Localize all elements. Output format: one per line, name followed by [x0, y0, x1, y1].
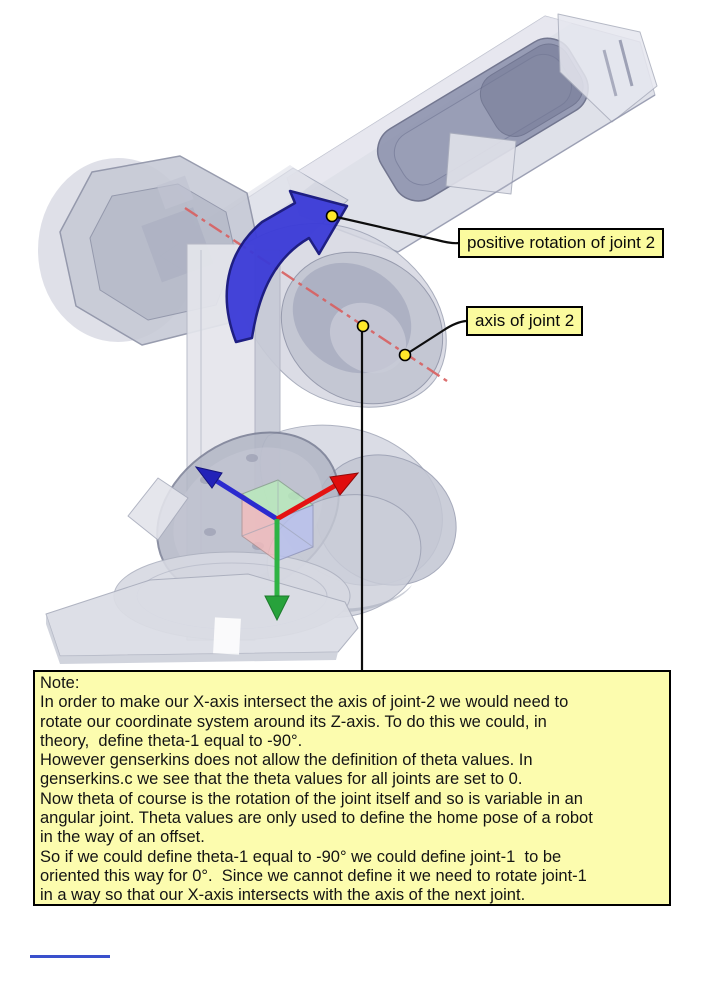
footer-line [30, 955, 110, 958]
note-line: rotate our coordinate system around its Z-axis. To do this we could, in [40, 712, 547, 731]
note-line: In order to make our X-axis intersect the axis of joint-2 we would need to [40, 693, 569, 712]
note-line: Note: [40, 674, 80, 692]
note-line: Now theta of course is the rotation of the joint itself and so is variable in an [40, 789, 583, 808]
callout-axis-of-joint2: axis of joint 2 [466, 306, 583, 336]
joint2-rotation-point [327, 211, 338, 222]
note-box [33, 670, 671, 906]
robot-body [38, 14, 657, 664]
note-line: in a way so that our X-axis intersects with the axis of the next joint. [40, 886, 526, 905]
note-line: So if we could define theta-1 equal to -90° we could define joint-1 to be [40, 847, 562, 866]
note-line: However genserkins does not allow the definition of theta values. In [40, 751, 533, 770]
joint2-axis-near-point [358, 321, 369, 332]
note-line: genserkins.c we see that the theta values for all joints are set to 0. [40, 770, 523, 789]
note-line: in the way of an offset. [40, 828, 205, 847]
note-line: angular joint. Theta values are only used to define the home pose of a robot [40, 809, 593, 828]
callout-positive-rotation: positive rotation of joint 2 [458, 228, 664, 258]
note-line: theory, define theta-1 equal to -90°. [40, 731, 303, 750]
joint2-axis-far-point [400, 350, 411, 361]
beam-link [287, 14, 657, 252]
note-line: oriented this way for 0°. Since we cannot define it we need to rotate joint-1 [40, 866, 587, 885]
